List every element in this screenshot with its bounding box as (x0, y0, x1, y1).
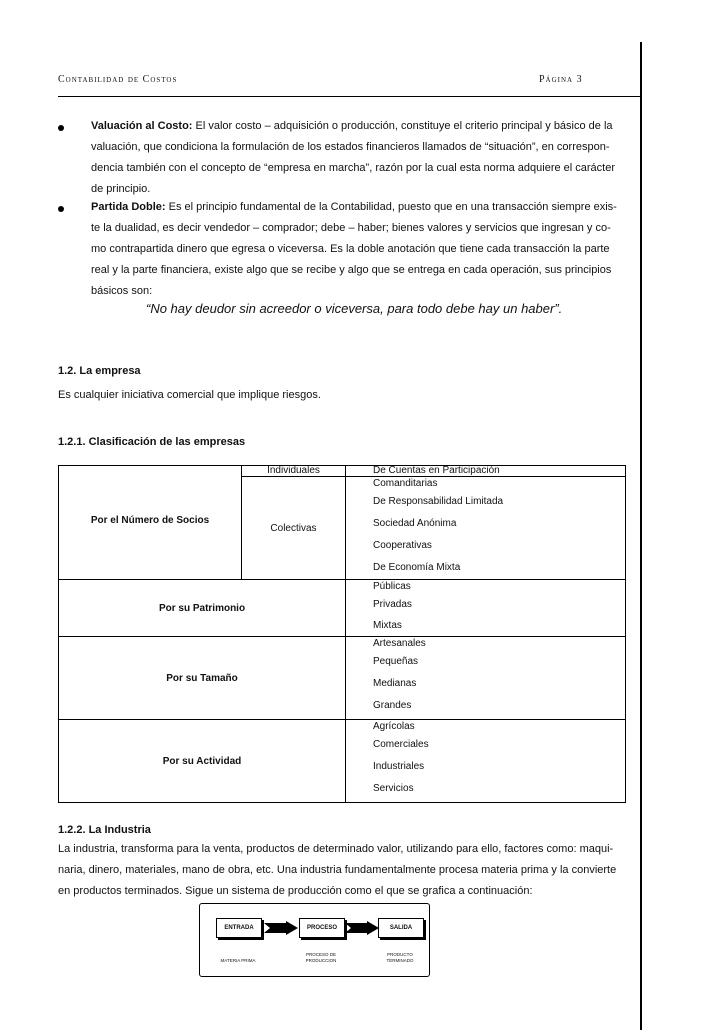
bullet-line: básicos son: (91, 285, 153, 297)
list-item: Artesanales (373, 638, 426, 649)
page-number: Página 3 (539, 74, 583, 85)
bullet-line: de principio. (91, 183, 151, 195)
proceso-box: PROCESO (299, 918, 345, 938)
row-label: Por su Patrimonio (158, 602, 246, 614)
row-label: Por el Número de Socios (90, 515, 210, 526)
table-cell (346, 580, 626, 637)
list-item: Públicas (373, 581, 411, 592)
salida-box: SALIDA (378, 918, 424, 938)
bullet-line: te la dualidad, es decir vendedor – comprador; debe – haber; bienes valores y servicios que ingresan y co- (91, 222, 611, 234)
table-cell (59, 580, 346, 637)
label-line: PRODUCTO (387, 952, 413, 957)
section-title-industria: 1.2.2. La Industria (58, 824, 151, 836)
proceso-label (293, 952, 349, 964)
list-item: Cooperativas (373, 540, 432, 551)
table-row (59, 637, 626, 720)
bullet-line: real y la parte financiera, existe algo que se recibe y algo que se entrega en cada operación, sus principios (91, 264, 612, 276)
table-row (59, 466, 626, 477)
text-line: naria, dinero, materiales, mano de obra, etc. Una industria fundamentalmente procesa materia prima y la convierte (58, 864, 617, 876)
row-label: Por su Tamaño (166, 672, 238, 684)
table-row (59, 720, 626, 803)
bullet-partida-doble (91, 197, 623, 302)
list-item: Privadas (373, 599, 412, 610)
page-header (58, 74, 640, 97)
table-cell: Individuales (242, 466, 346, 477)
table-cell (59, 637, 346, 720)
table-cell (59, 720, 346, 803)
label-line: PRODUCCION (305, 958, 337, 963)
bullet-icon (58, 206, 64, 212)
table-cell (59, 466, 242, 580)
list-item: Comanditarias (373, 478, 438, 489)
list-item: De Responsabilidad Limitada (373, 496, 504, 507)
bullet-line: Es el principio fundamental de la Contabilidad, puesto que en una transacción siempre exis- (165, 201, 617, 213)
quote: “No hay deudor sin acreedor o viceversa, para todo debe hay un haber”. (146, 301, 563, 316)
list-item: Pequeñas (373, 656, 419, 667)
text-line: en productos terminados. Sigue un sistema de producción como el que se grafica a continuación: (58, 885, 533, 897)
bullet-line: El valor costo – adquisición o producción, constituye el criterio principal y básico de la (192, 120, 613, 132)
text-line: La industria, transforma para la venta, productos de determinado valor, utilizando para ello, factores como: maqui- (58, 843, 614, 855)
list-item: Industriales (373, 761, 425, 772)
salida-label (372, 952, 428, 964)
list-item: Servicios (373, 783, 414, 794)
table-row (59, 580, 626, 637)
label-line: PROCESO DE (305, 952, 336, 957)
list-item: Comerciales (373, 739, 429, 750)
classification-table (58, 465, 626, 803)
list-item: Grandes (373, 700, 412, 711)
bullet-line: mo contrapartida dinero que egresa o viceversa. Es la doble anotación que tiene cada transacción la parte (91, 243, 610, 255)
section-title-empresa: 1.2. La empresa (58, 365, 141, 377)
entrada-box: ENTRADA (216, 918, 262, 938)
list-item: Mixtas (373, 620, 402, 631)
bullet-line: dencia también con el concepto de “empresa en marcha”, razón por la cual esta norma adquiere el carácter (91, 162, 616, 174)
table-cell (346, 637, 626, 720)
margin-rule (640, 42, 642, 1030)
bullet-line: valuación, que condiciona la formulación de los estados financieros llamados de “situación”, en correspon- (91, 141, 610, 153)
section-title-clasificacion: 1.2.1. Clasificación de las empresas (58, 436, 246, 448)
bullet-icon (58, 125, 64, 131)
section-text-empresa: Es cualquier iniciativa comercial que implique riesgos. (58, 389, 321, 401)
table-cell (346, 720, 626, 803)
list-item: De Economía Mixta (373, 562, 461, 573)
bullet-valuacion (91, 116, 623, 200)
bullet-term: Valuación al Costo: (91, 120, 193, 132)
entrada-label: MATERIA PRIMA (220, 958, 256, 963)
list-item: Medianas (373, 678, 417, 689)
section-text-industria (58, 839, 626, 902)
arrow-right-icon (264, 921, 298, 935)
table-cell (346, 477, 626, 580)
table-cell: Colectivas (242, 477, 346, 580)
header-title: Contabilidad de Costos (58, 74, 178, 85)
label-line: TERMINADO (386, 958, 414, 963)
list-item: Sociedad Anónima (373, 518, 457, 529)
bullet-term: Partida Doble: (91, 201, 166, 213)
table-cell: De Cuentas en Participación (346, 466, 626, 477)
production-flow-diagram (199, 903, 430, 977)
list-item: Agrícolas (373, 721, 415, 732)
row-label: Por su Actividad (162, 755, 242, 767)
arrow-right-icon (345, 921, 379, 935)
